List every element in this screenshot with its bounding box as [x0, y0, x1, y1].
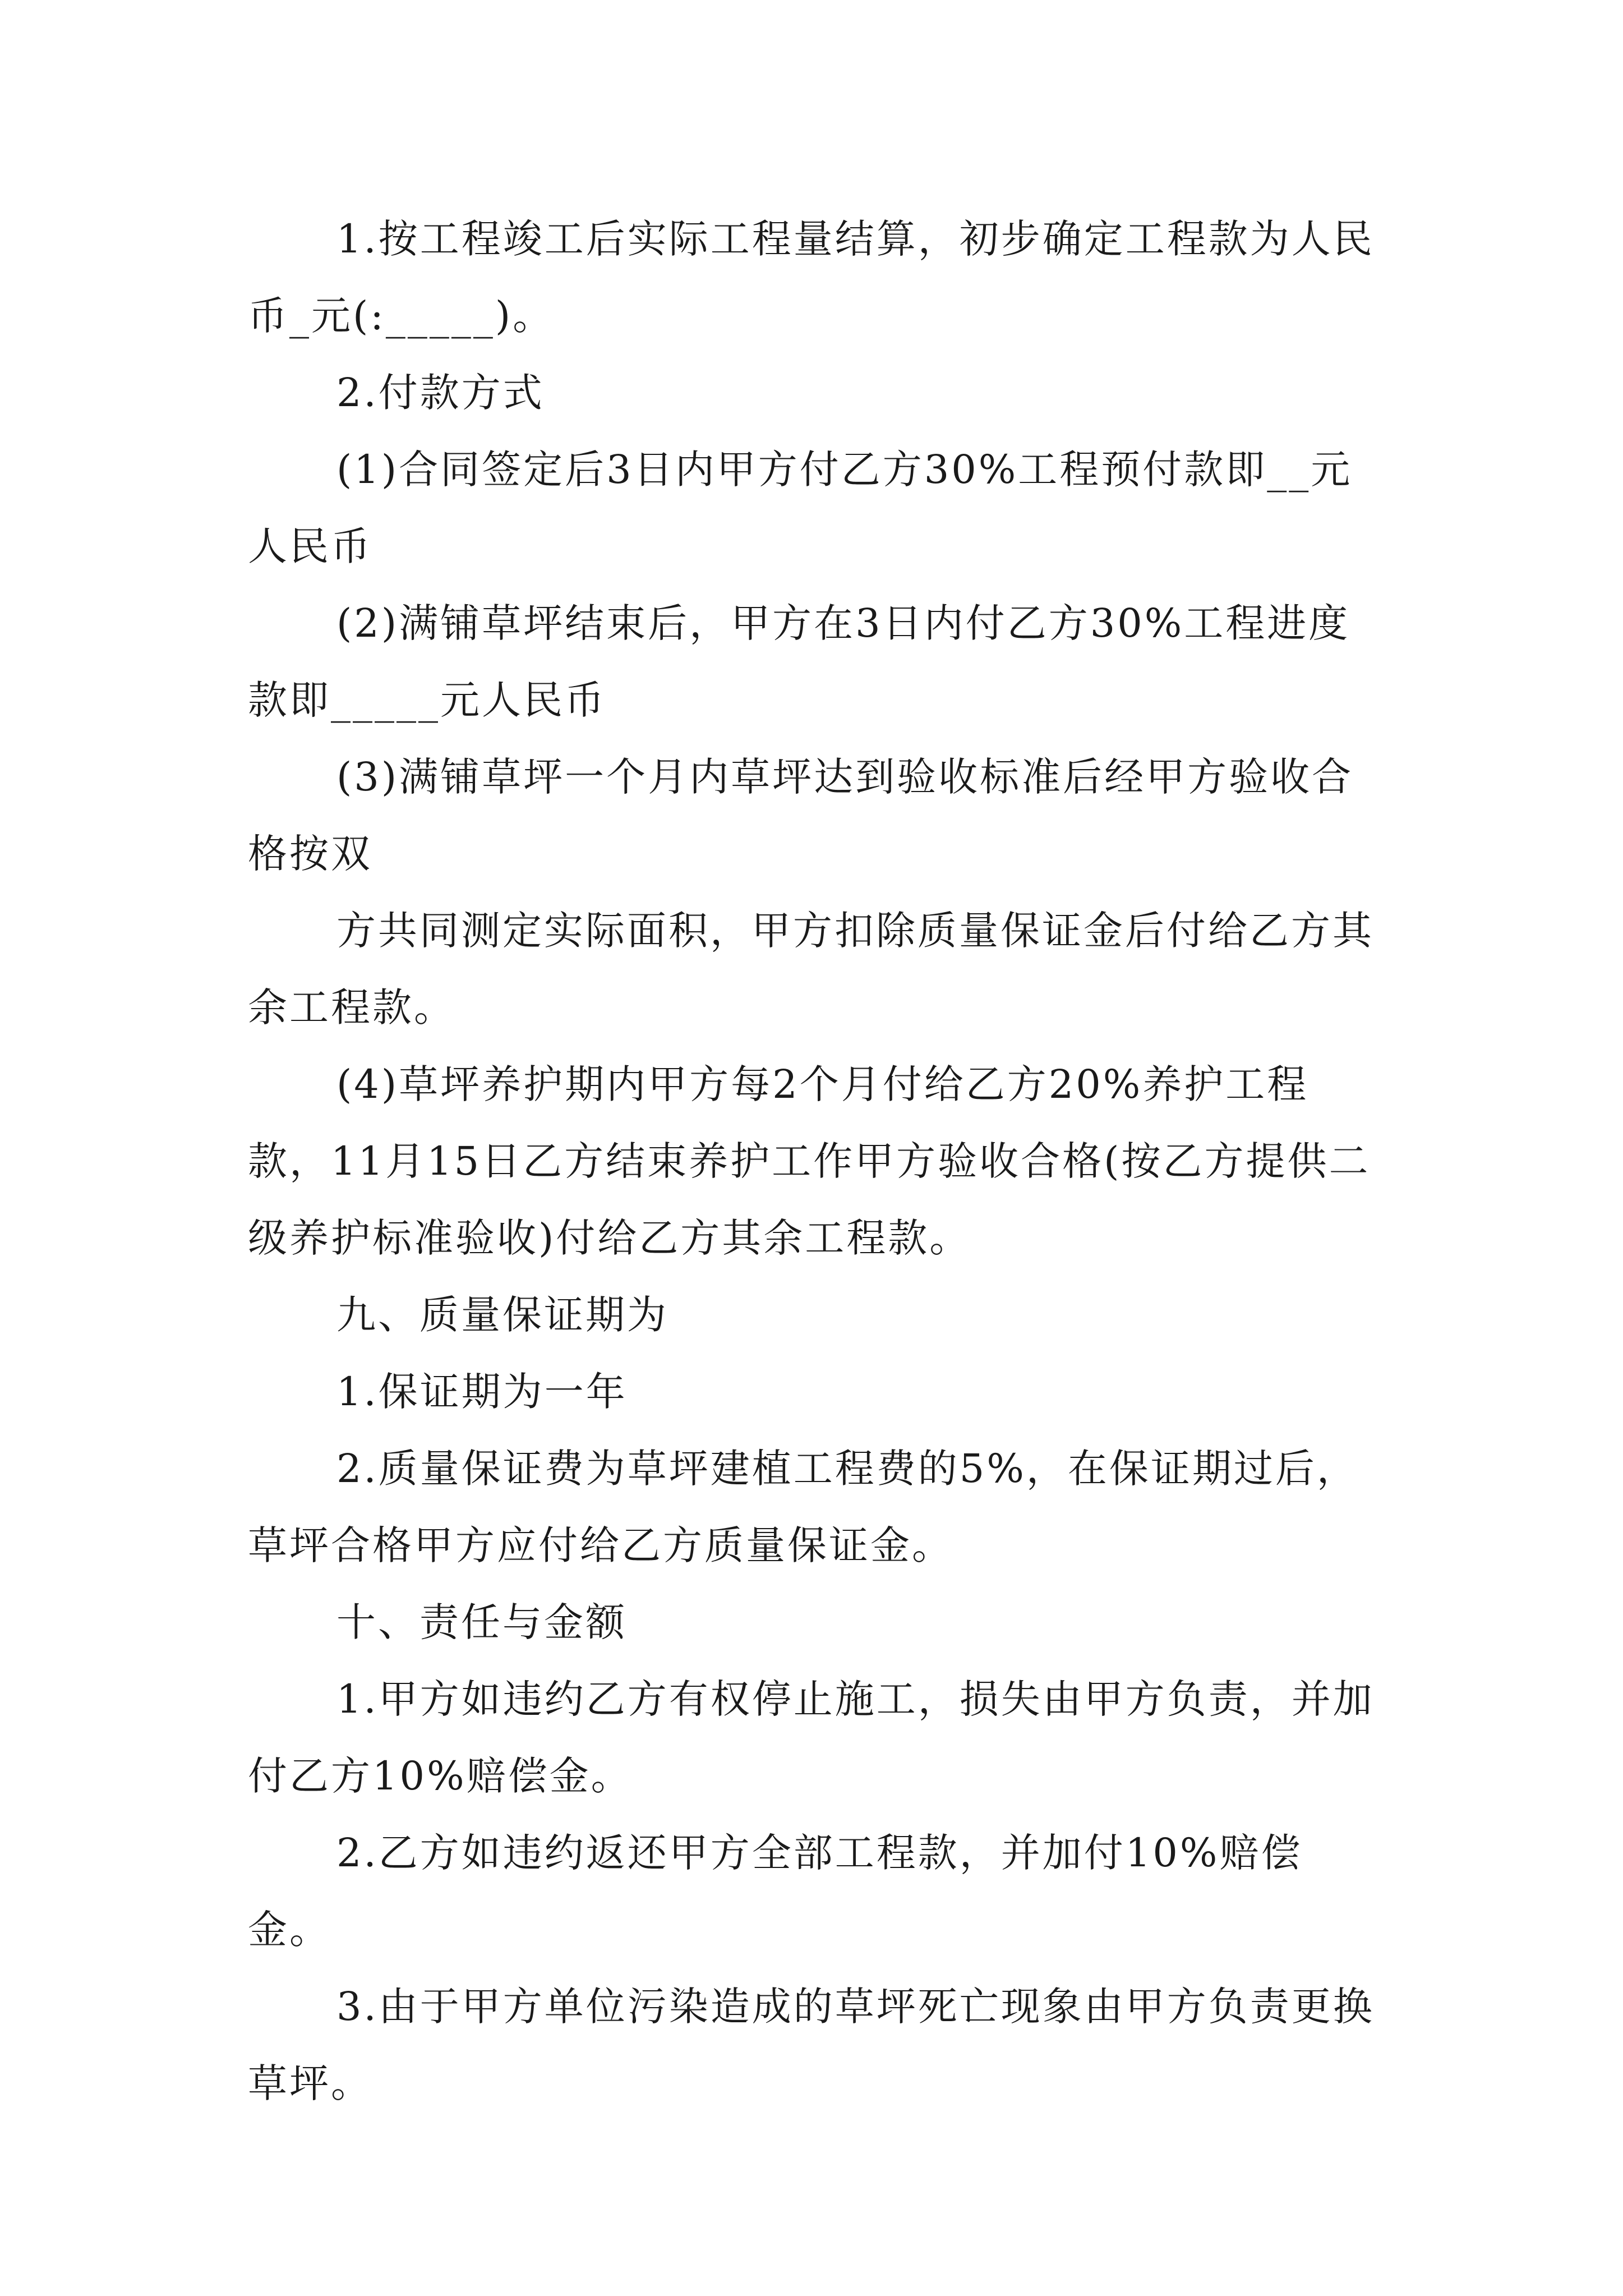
paragraph-payment-item-4: (4)草坪养护期内甲方每2个月付给乙方20%养护工程款，11月15日乙方结束养护工作甲方验收合格(按乙方提供二级养护标准验收)付给乙方其余工程款。: [248, 1061, 1371, 1261]
paragraph-payment-item-3: (3)满铺草坪一个月内草坪达到验收标准后经甲方验收合格按双: [248, 754, 1354, 877]
paragraph-party-a-breach: 1.甲方如违约乙方有权停止施工，损失由甲方负责，并加付乙方10%赔偿金。: [248, 1676, 1375, 1799]
document-body: [248, 201, 1375, 2122]
paragraph-pollution-responsibility: 3.由于甲方单位污染造成的草坪死亡现象由甲方负责更换草坪。: [248, 1984, 1375, 2106]
section-heading-quality-guarantee: 九、质量保证期为: [336, 1292, 668, 1338]
paragraph-guarantee-period: 1.保证期为一年: [336, 1369, 628, 1415]
paragraph-party-b-breach: 2.乙方如违约返还甲方全部工程款，并加付10%赔偿金。: [248, 1830, 1303, 1953]
paragraph-payment-item-3-continued: 方共同测定实际面积，甲方扣除质量保证金后付给乙方其余工程款。: [248, 908, 1374, 1030]
section-heading-responsibility: 十、责任与金额: [336, 1599, 627, 1645]
paragraph-settlement-amount: 1.按工程竣工后实际工程量结算，初步确定工程款为人民币_元(:_____)。: [248, 216, 1375, 339]
paragraph-payment-item-2: (2)满铺草坪结束后，甲方在3日内付乙方30%工程进度款即_____元人民币: [248, 600, 1350, 723]
paragraph-payment-method-heading: 2.付款方式: [336, 370, 545, 416]
paragraph-guarantee-fee: 2.质量保证费为草坪建植工程费的5%，在保证期过后，草坪合格甲方应付给乙方质量保证金。: [248, 1446, 1358, 1568]
paragraph-payment-item-1: (1)合同签定后3日内甲方付乙方30%工程预付款即__元人民币: [248, 447, 1353, 569]
